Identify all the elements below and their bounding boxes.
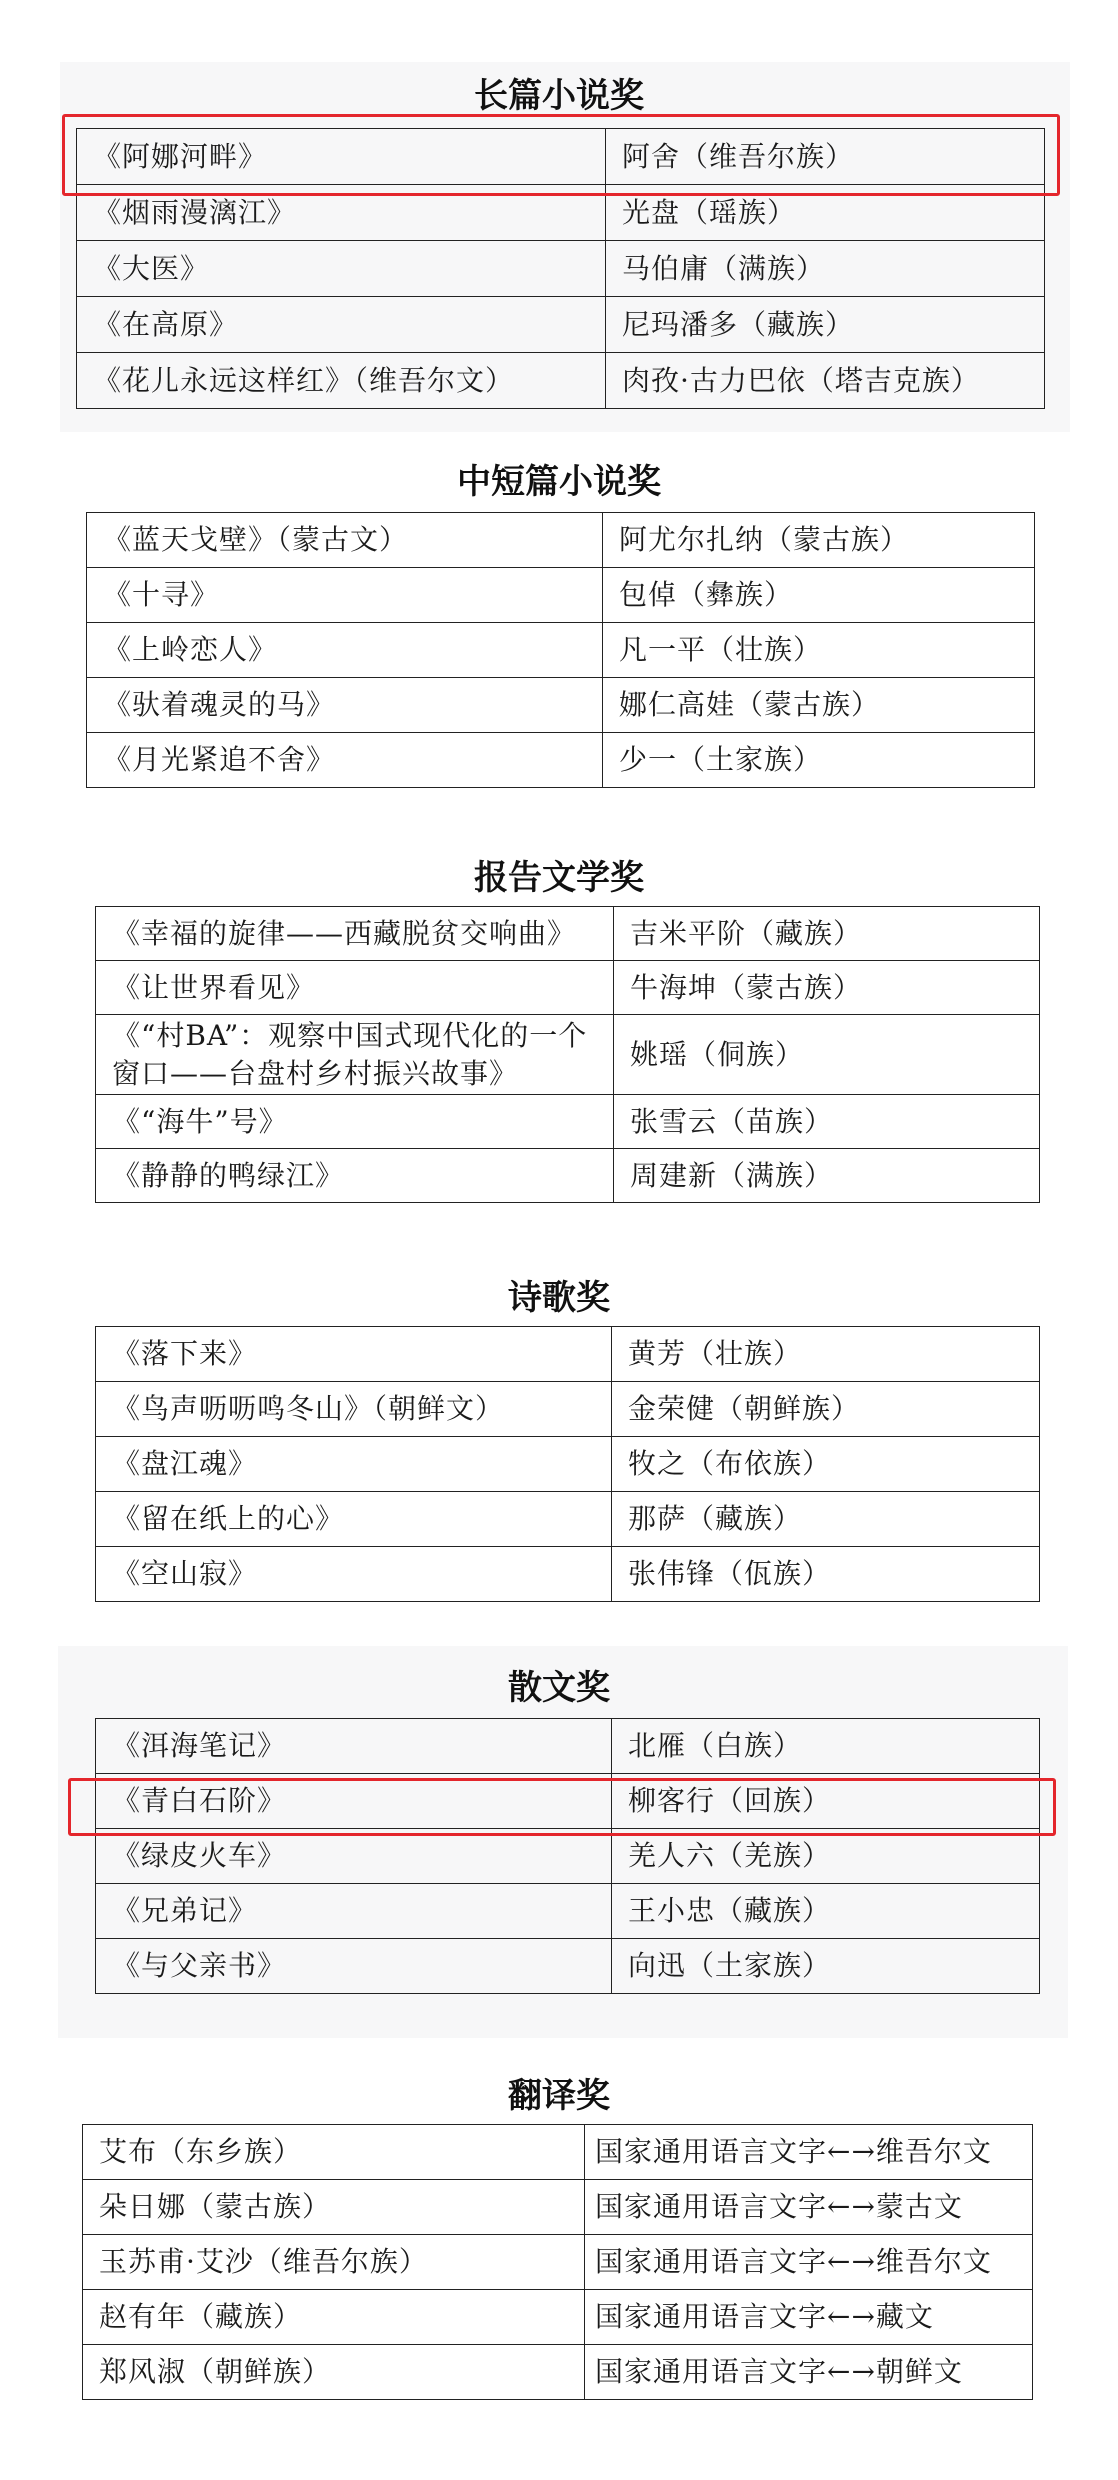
table-row <box>87 678 1035 733</box>
section-title-novel: 长篇小说奖 <box>474 76 644 116</box>
work-cell: 《大医》 <box>77 241 606 297</box>
author-cell: 阿尤尔扎纳（蒙古族） <box>603 513 1035 568</box>
short-fiction-table <box>86 512 1035 788</box>
table-row <box>96 1884 1040 1939</box>
author-cell: 肉孜·古力巴依（塔吉克族） <box>606 353 1045 409</box>
author-cell: 金荣健（朝鲜族） <box>612 1382 1040 1437</box>
work-cell: 《“村BA”：观察中国式现代化的一个窗口——台盘村乡村振兴故事》 <box>96 1015 614 1095</box>
work-cell: 《“海牛”号》 <box>96 1095 614 1149</box>
author-cell: 光盘（瑶族） <box>606 185 1045 241</box>
author-cell: 那萨（藏族） <box>612 1492 1040 1547</box>
language-pair-cell: 国家通用语言文字←→维吾尔文 <box>585 2235 1033 2290</box>
novel-table <box>76 128 1045 409</box>
work-cell: 《洱海笔记》 <box>96 1719 612 1774</box>
work-cell: 《月光紧追不舍》 <box>87 733 603 788</box>
table-row <box>96 1492 1040 1547</box>
section-translation <box>0 2050 1118 2480</box>
section-novel <box>0 0 1118 440</box>
work-cell: 《花儿永远这样红》（维吾尔文） <box>77 353 606 409</box>
section-title-reportage: 报告文学奖 <box>474 858 644 898</box>
author-cell: 阿舍（维吾尔族） <box>606 129 1045 185</box>
translator-cell: 艾布（东乡族） <box>83 2125 585 2180</box>
work-cell: 《烟雨漫漓江》 <box>77 185 606 241</box>
table-row <box>87 568 1035 623</box>
table-row <box>96 1437 1040 1492</box>
author-cell: 向迅（土家族） <box>612 1939 1040 1994</box>
work-cell: 《上岭恋人》 <box>87 623 603 678</box>
work-cell: 《让世界看见》 <box>96 961 614 1015</box>
author-cell: 牛海坤（蒙古族） <box>614 961 1040 1015</box>
table-row <box>96 907 1040 961</box>
prose-table <box>95 1718 1040 1994</box>
author-cell: 包倬（彝族） <box>603 568 1035 623</box>
table-row <box>77 241 1045 297</box>
table-row <box>83 2180 1033 2235</box>
author-cell: 少一（土家族） <box>603 733 1035 788</box>
work-cell: 《盘江魂》 <box>96 1437 612 1492</box>
translator-cell: 赵有年（藏族） <box>83 2290 585 2345</box>
work-cell: 《与父亲书》 <box>96 1939 612 1994</box>
table-row <box>96 961 1040 1015</box>
table-row <box>96 1774 1040 1829</box>
work-cell: 《绿皮火车》 <box>96 1829 612 1884</box>
table-row <box>83 2345 1033 2400</box>
author-cell: 北雁（白族） <box>612 1719 1040 1774</box>
language-pair-cell: 国家通用语言文字←→朝鲜文 <box>585 2345 1033 2400</box>
table-row <box>96 1829 1040 1884</box>
author-cell: 张雪云（苗族） <box>614 1095 1040 1149</box>
translator-cell: 朵日娜（蒙古族） <box>83 2180 585 2235</box>
author-cell: 尼玛潘多（藏族） <box>606 297 1045 353</box>
table-row <box>77 185 1045 241</box>
section-title-prose: 散文奖 <box>508 1668 610 1708</box>
language-pair-cell: 国家通用语言文字←→藏文 <box>585 2290 1033 2345</box>
section-title-translation: 翻译奖 <box>508 2076 610 2116</box>
table-row <box>83 2235 1033 2290</box>
author-cell: 羌人六（羌族） <box>612 1829 1040 1884</box>
author-cell: 姚瑶（侗族） <box>614 1015 1040 1095</box>
section-title-poetry: 诗歌奖 <box>508 1278 610 1318</box>
reportage-table <box>95 906 1040 1203</box>
translation-table <box>82 2124 1033 2400</box>
author-cell: 牧之（布依族） <box>612 1437 1040 1492</box>
work-cell: 《兄弟记》 <box>96 1884 612 1939</box>
author-cell: 马伯庸（满族） <box>606 241 1045 297</box>
table-row <box>87 513 1035 568</box>
translator-cell: 玉苏甫·艾沙（维吾尔族） <box>83 2235 585 2290</box>
table-row <box>96 1015 1040 1095</box>
table-row <box>77 129 1045 185</box>
work-cell: 《幸福的旋律——西藏脱贫交响曲》 <box>96 907 614 961</box>
author-cell: 吉米平阶（藏族） <box>614 907 1040 961</box>
section-short-fiction <box>0 440 1118 800</box>
translator-cell: 郑风淑（朝鲜族） <box>83 2345 585 2400</box>
work-cell: 《驮着魂灵的马》 <box>87 678 603 733</box>
table-row <box>87 733 1035 788</box>
work-cell: 《鸟声呖呖鸣冬山》（朝鲜文） <box>96 1382 612 1437</box>
table-row <box>96 1939 1040 1994</box>
table-row <box>96 1327 1040 1382</box>
author-cell: 娜仁高娃（蒙古族） <box>603 678 1035 733</box>
work-cell: 《阿娜河畔》 <box>77 129 606 185</box>
table-row <box>83 2290 1033 2345</box>
section-poetry <box>0 1230 1118 1630</box>
table-row <box>77 297 1045 353</box>
work-cell: 《空山寂》 <box>96 1547 612 1602</box>
work-cell: 《静静的鸭绿江》 <box>96 1149 614 1203</box>
work-cell: 《留在纸上的心》 <box>96 1492 612 1547</box>
author-cell: 凡一平（壮族） <box>603 623 1035 678</box>
work-cell: 《落下来》 <box>96 1327 612 1382</box>
work-cell: 《蓝天戈壁》（蒙古文） <box>87 513 603 568</box>
table-row <box>96 1547 1040 1602</box>
table-row <box>87 623 1035 678</box>
table-row <box>77 353 1045 409</box>
work-cell: 《在高原》 <box>77 297 606 353</box>
section-prose <box>0 1630 1118 2050</box>
author-cell: 王小忠（藏族） <box>612 1884 1040 1939</box>
table-row <box>83 2125 1033 2180</box>
work-cell: 《青白石阶》 <box>96 1774 612 1829</box>
table-row <box>96 1382 1040 1437</box>
author-cell: 柳客行（回族） <box>612 1774 1040 1829</box>
poetry-table <box>95 1326 1040 1602</box>
table-row <box>96 1095 1040 1149</box>
work-cell: 《十寻》 <box>87 568 603 623</box>
author-cell: 黄芳（壮族） <box>612 1327 1040 1382</box>
author-cell: 张伟锋（佤族） <box>612 1547 1040 1602</box>
table-row <box>96 1149 1040 1203</box>
section-title-short-fiction: 中短篇小说奖 <box>457 462 661 502</box>
language-pair-cell: 国家通用语言文字←→维吾尔文 <box>585 2125 1033 2180</box>
language-pair-cell: 国家通用语言文字←→蒙古文 <box>585 2180 1033 2235</box>
section-reportage <box>0 830 1118 1230</box>
table-row <box>96 1719 1040 1774</box>
author-cell: 周建新（满族） <box>614 1149 1040 1203</box>
